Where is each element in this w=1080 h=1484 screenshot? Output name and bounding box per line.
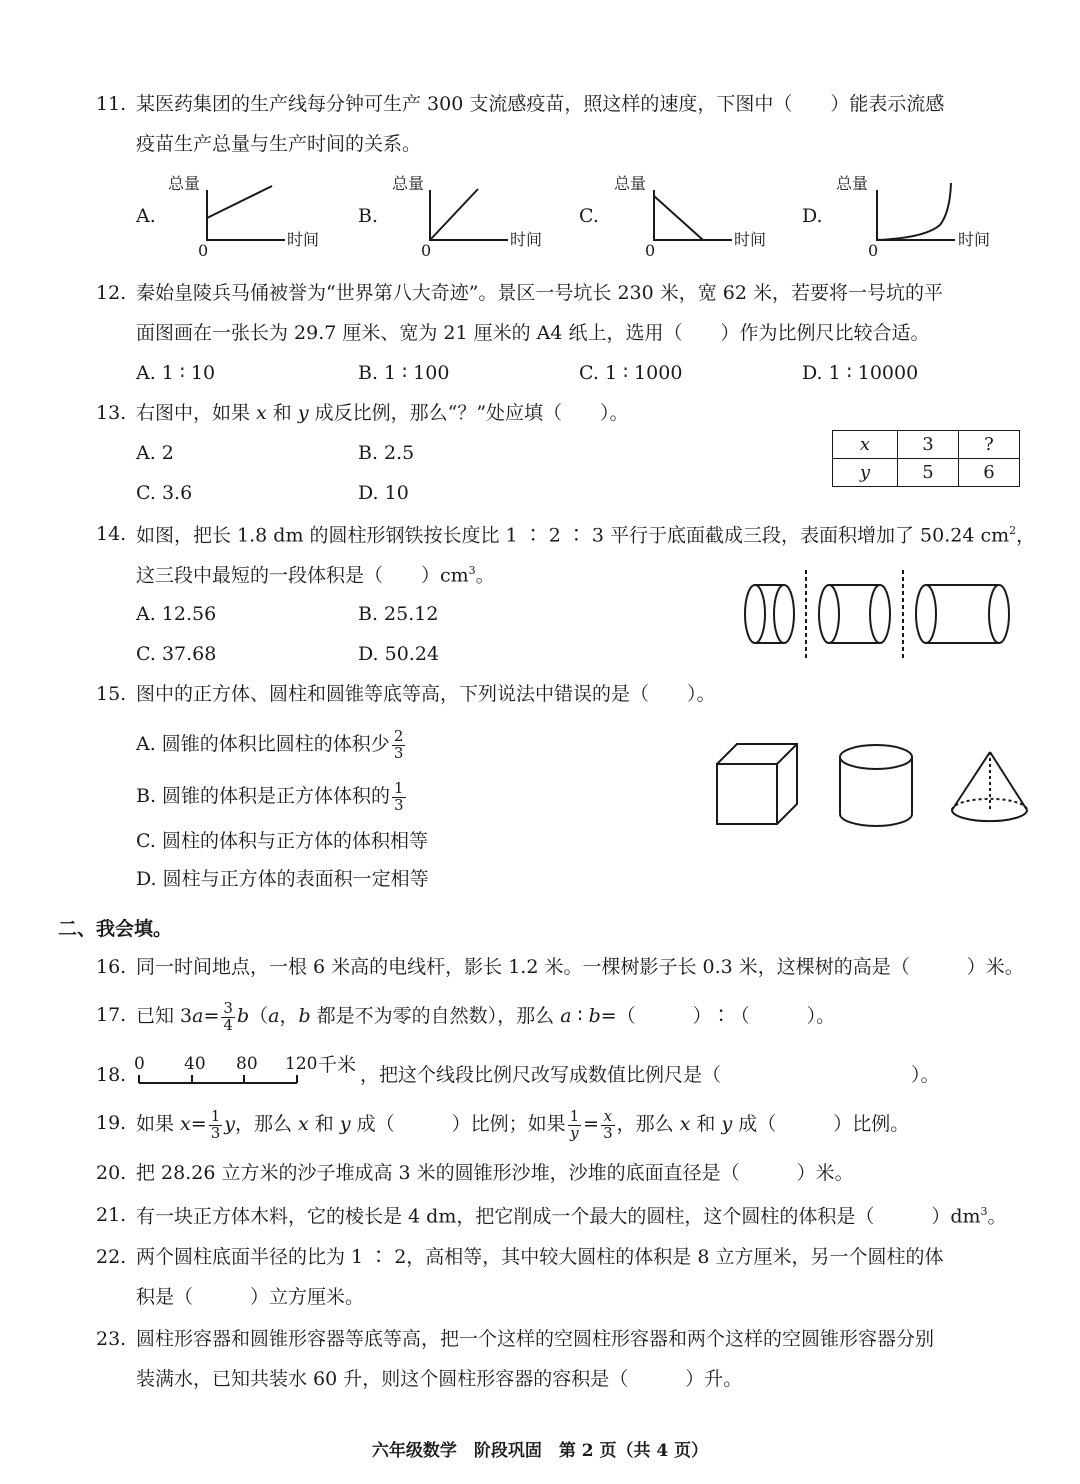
q12-line2: 面图画在一张长为 29.7 厘米、宽为 21 厘米的 A4 纸上，选用（ ）作为比例尺比较合适。 — [136, 322, 930, 344]
q18-text: ，把这个线段比例尺改写成数值比例尺是（ ）。 — [360, 1064, 940, 1086]
q15-option-b: B. 圆锥的体积是正方体体积的 $\frac{1}{3}$ — [136, 778, 404, 814]
q15-option-a: A. 圆锥的体积比圆柱的体积少 $\frac{2}{3}$ — [136, 726, 404, 762]
q12-option-d: D. 1 ∶ 10000 — [802, 362, 919, 384]
q15-option-c: C. 圆柱的体积与正方体的体积相等 — [136, 830, 428, 852]
fraction: $\frac{1}{3}$ — [210, 1106, 221, 1142]
q12-option-a: A. 1 ∶ 10 — [136, 362, 216, 384]
q23-line1: 圆柱形容器和圆锥形容器等底等高，把一个这样的空圆柱形容器和两个这样的空圆锥形容器分别 — [136, 1328, 935, 1350]
q15-stem: 图中的正方体、圆柱和圆锥等底等高，下列说法中错误的是（ ）。 — [136, 683, 716, 705]
fraction: $\frac{3}{4}$ — [223, 998, 233, 1034]
q13-option-d: D. 10 — [358, 482, 409, 504]
table-cell: ? — [959, 431, 1020, 459]
q21-number: 21. — [96, 1204, 127, 1226]
graph-letter: C. — [579, 205, 599, 227]
table-cell: 6 — [959, 459, 1020, 487]
q23-number: 23. — [96, 1328, 127, 1350]
table-cell: y — [833, 459, 898, 487]
q20-number: 20. — [96, 1162, 127, 1184]
graph-xlabel: 时间 — [287, 230, 320, 249]
graph-origin: 0 — [421, 241, 432, 260]
graph-origin: 0 — [868, 241, 879, 260]
fraction: $\frac{1}{3}$ — [394, 778, 404, 814]
graph-ylabel: 总量 — [392, 174, 425, 193]
q16-number: 16. — [96, 956, 127, 978]
q19-number: 19. — [96, 1112, 127, 1134]
section-2-heading: 二、我会填。 — [58, 918, 173, 940]
q12-line1: 秦始皇陵兵马俑被誉为“世界第八大奇迹”。景区一号坑长 230 米，宽 62 米，若要将一号坑的平 — [136, 282, 944, 304]
q14-option-b: B. 25.12 — [358, 603, 439, 625]
q22-line2: 积是（ ）立方厘米。 — [136, 1286, 365, 1308]
q13-option-a: A. 2 — [136, 442, 174, 464]
table-cell: 5 — [898, 459, 959, 487]
q14-option-a: A. 12.56 — [136, 603, 217, 625]
q21-text: 有一块正方体木料，它的棱长是 4 dm，把它削成一个最大的圆柱，这个圆柱的体积是（ ）$dm^3$。 — [136, 1205, 1007, 1228]
graph-xlabel: 时间 — [734, 230, 767, 249]
q16-text: 同一时间地点，一根 6 米高的电线杆，影长 1.2 米。一棵树影子长 0.3 米，这棵树的高是（ ）米。 — [136, 956, 1024, 978]
fraction: $\frac{1}{y}$ — [569, 1106, 580, 1142]
q17-number: 17. — [96, 1004, 127, 1026]
q18-number: 18. — [96, 1064, 127, 1086]
graph-ylabel: 总量 — [168, 174, 201, 193]
q14-option-c: C. 37.68 — [136, 643, 217, 665]
table-cell: 3 — [898, 431, 959, 459]
q12-option-b: B. 1 ∶ 100 — [358, 362, 450, 384]
fraction: $\frac{x}{3}$ — [603, 1106, 613, 1142]
q20-text: 把 28.26 立方米的沙子堆成高 3 米的圆锥形沙堆，沙堆的底面直径是（ ）米。 — [136, 1162, 854, 1184]
q14-line1: 如图，把长 1.8 dm 的圆柱形钢铁按长度比 1 ∶ 2 ∶ 3 平行于底面截成三段，表面积增加了 50.24 $cm^2$， — [136, 524, 1036, 547]
scale-tick-label: 80 — [236, 1054, 258, 1074]
q12-option-c: C. 1 ∶ 1000 — [579, 362, 683, 384]
q15-option-d: D. 圆柱与正方体的表面积一定相等 — [136, 868, 429, 890]
q11-line2: 疫苗生产总量与生产时间的关系。 — [136, 133, 422, 155]
fraction: $\frac{2}{3}$ — [393, 726, 404, 762]
q22-number: 22. — [96, 1246, 127, 1268]
graph-xlabel: 时间 — [510, 230, 543, 249]
q23-line2: 装满水，已知共装水 60 升，则这个圆柱形容器的容积是（ ）升。 — [136, 1368, 743, 1390]
q13-number: 13. — [96, 402, 127, 424]
graph-origin: 0 — [645, 241, 656, 260]
scale-tick-label: 0 — [134, 1054, 145, 1074]
graph-origin: 0 — [198, 241, 209, 260]
graph-letter: A. — [136, 205, 156, 227]
page-footer: 六年级数学 阶段巩固 第 2 页（共 4 页） — [371, 1441, 709, 1461]
scale-tick-label: 40 — [184, 1054, 206, 1074]
q14-line2: 这三段中最短的一段体积是（ ）$cm^3$。 — [136, 564, 495, 587]
q22-line1: 两个圆柱底面半径的比为 1 ∶ 2，高相等，其中较大圆柱的体积是 8 立方厘米，另一个圆柱的体 — [136, 1246, 944, 1268]
q12-number: 12. — [96, 282, 127, 304]
graph-ylabel: 总量 — [614, 174, 647, 193]
scale-unit: 千米 — [318, 1054, 357, 1076]
scale-tick-label: 120 — [285, 1054, 318, 1074]
q14-option-d: D. 50.24 — [358, 643, 440, 665]
table-cell: x — [833, 431, 898, 459]
graph-xlabel: 时间 — [958, 230, 991, 249]
graph-ylabel: 总量 — [836, 174, 869, 193]
q19-text: 如果 x= $\frac{1}{3}$ y，那么 x 和 y 成（ ）比例；如果 $\frac{1}{y}$ = $\frac{x}{3}$ ，那么 x 和 y 成（ ）比例。 — [136, 1106, 910, 1142]
q13-stem: 右图中，如果 x 和 y 成反比例，那么“？”处应填（ ）。 — [136, 402, 629, 424]
q14-number: 14. — [96, 523, 127, 545]
q17-text: 已知 3a= $\frac{3}{4}$ b（a，b 都是不为零的自然数），那么 a ∶ b=（ ）∶（ ）。 — [136, 998, 836, 1034]
q13-option-c: C. 3.6 — [136, 482, 193, 504]
graph-letter: B. — [358, 205, 379, 227]
q13-option-b: B. 2.5 — [358, 442, 415, 464]
q11-line1: 某医药集团的生产线每分钟可生产 300 支流感疫苗，照这样的速度，下图中（ ）能表示流感 — [136, 93, 945, 115]
q15-number: 15. — [96, 683, 127, 705]
graph-letter: D. — [802, 205, 823, 227]
q11-number: 11. — [96, 93, 127, 115]
